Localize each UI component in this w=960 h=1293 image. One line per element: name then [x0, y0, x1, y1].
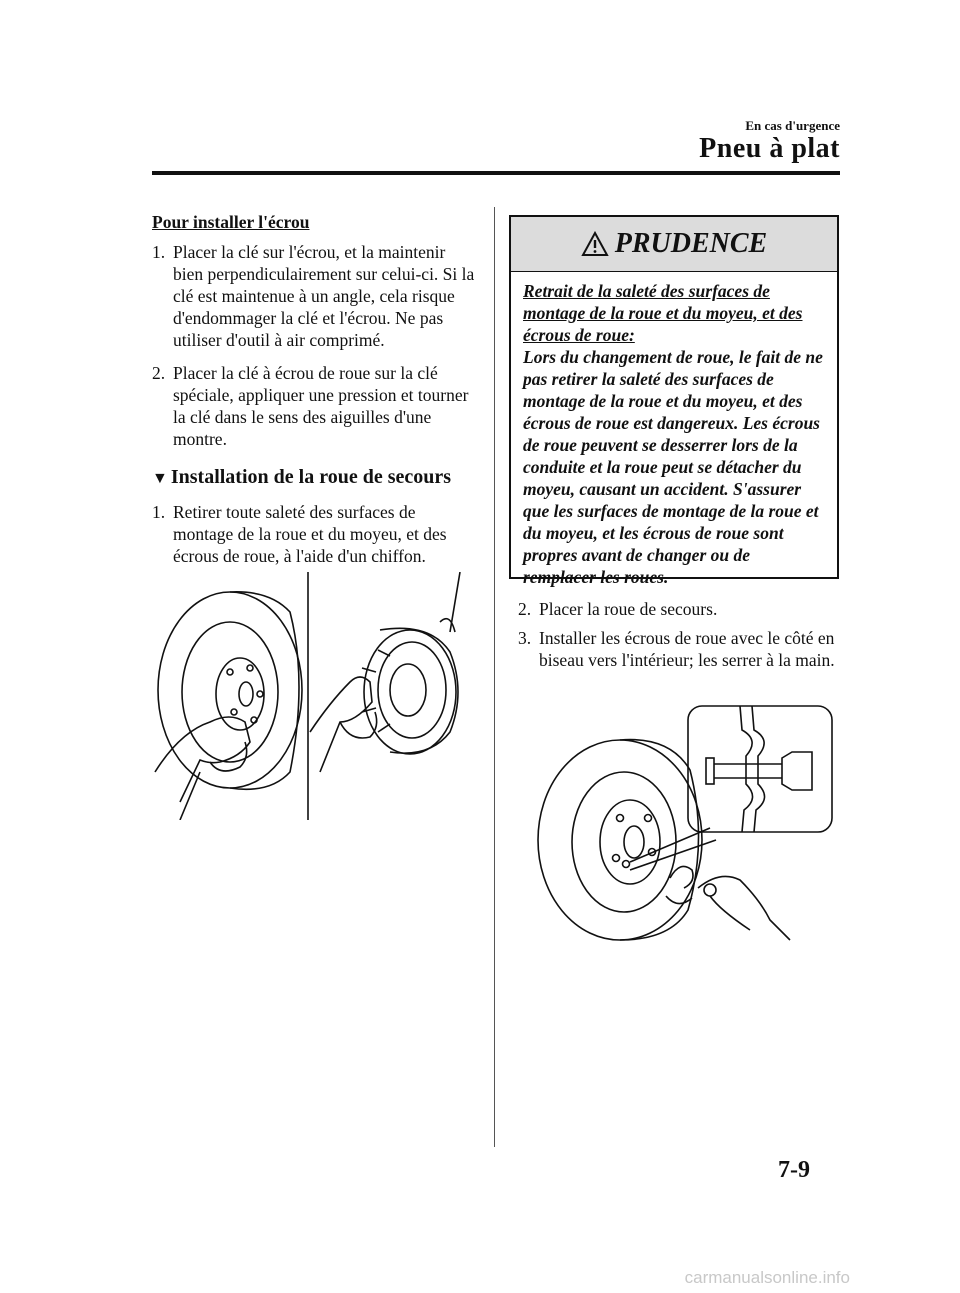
section-heading-text: Installation de la roue de secours — [170, 466, 452, 488]
wheel-cleaning-illustration — [150, 572, 480, 820]
step-number: 1. — [152, 502, 166, 522]
caution-title: PRUDENCE — [614, 228, 768, 259]
section-marker-icon: ▼ — [152, 470, 168, 487]
step-spare-1 — [152, 501, 477, 567]
page-title: Pneu à plat — [699, 133, 840, 164]
step-number: 3. — [518, 628, 532, 648]
watermark: carmanualsonline.info — [684, 1268, 850, 1287]
step-text: Placer la clé sur l'écrou, et la maintenir bien perpendiculairement sur celui-ci. Si la clé est maintenue à un angle, cela risque d'endommager la clé et l'écrou. Ne pas utiliser d'outil à air comprimé. — [173, 242, 475, 350]
step-number: 2. — [152, 363, 166, 383]
step-install-nut-2 — [152, 362, 477, 450]
caution-subtitle: Retrait de la saleté des surfaces de montage de la roue et du moyeu, et des écrous de roue: — [523, 281, 803, 345]
caution-body — [511, 272, 837, 588]
header-rule — [152, 171, 840, 175]
step-spare-2 — [518, 598, 838, 620]
step-text: Placer la roue de secours. — [539, 599, 718, 619]
step-text: Placer la clé à écrou de roue sur la clé spéciale, appliquer une pression et tourner la clé dans le sens des aiguilles d'une montre. — [173, 363, 469, 449]
section-heading — [152, 466, 451, 489]
column-divider — [494, 207, 495, 1147]
warning-triangle-icon — [581, 231, 609, 257]
page-number: 7-9 — [778, 1157, 810, 1183]
step-spare-3 — [518, 627, 838, 671]
step-text: Retirer toute saleté des surfaces de montage de la roue et du moyeu, et des écrous de roue, à l'aide d'un chiffon. — [173, 502, 447, 566]
subheading: Pour installer l'écrou — [152, 212, 310, 232]
caution-text: Lors du changement de roue, le fait de ne pas retirer la saleté des surfaces de montage de la roue et du moyeu, et des écrous de roue est dangereux. Les écrous de roue peuvent se desserrer lors de la conduite et la roue peut se détacher du moyeu, causant un accident. S'assurer que les surfaces de montage de la roue et du moyeu, et les écrous de roue sont propres avant de changer ou de remplacer les roues. — [523, 347, 823, 587]
step-install-nut-1 — [152, 241, 477, 351]
section-label: En cas d'urgence — [745, 118, 840, 133]
caution-box — [509, 215, 839, 587]
wheel-nut-install-illustration — [520, 700, 840, 945]
step-number: 1. — [152, 242, 166, 262]
step-text: Installer les écrous de roue avec le côté en biseau vers l'intérieur; les serrer à la main. — [539, 628, 835, 670]
caution-header — [511, 217, 837, 272]
step-number: 2. — [518, 599, 532, 619]
